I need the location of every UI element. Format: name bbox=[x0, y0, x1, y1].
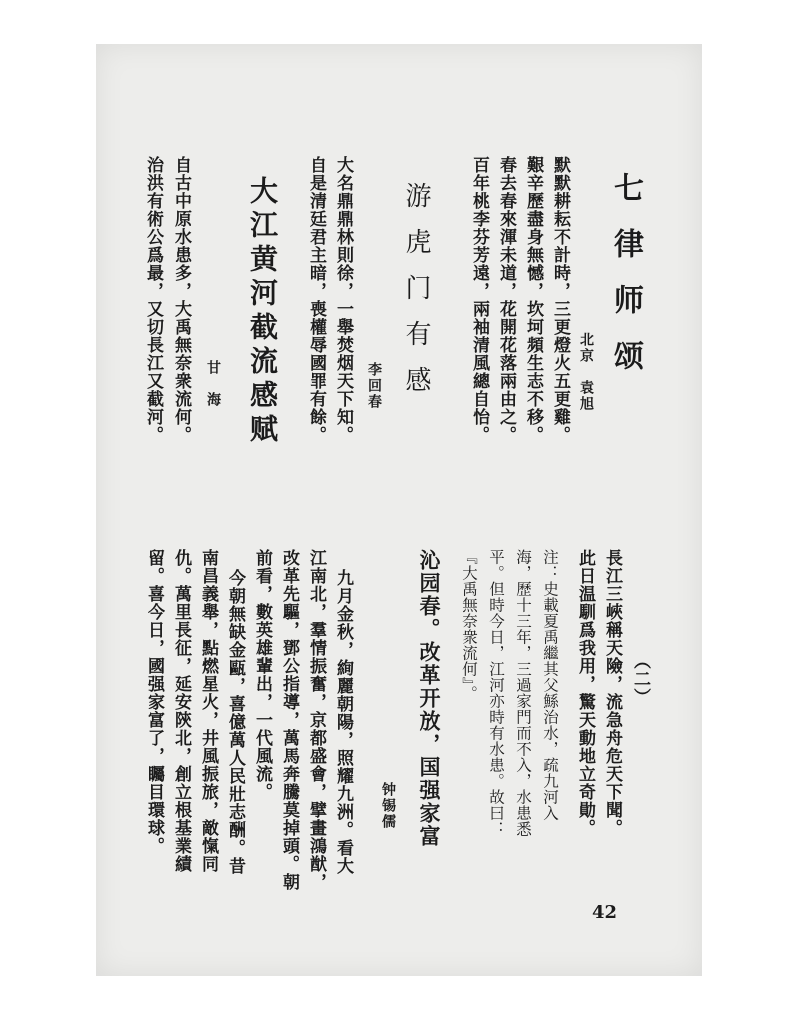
document-page bbox=[96, 44, 702, 976]
poem4-line-2: 江南北，羣情振奮，京都盛會，擘畫鴻猷， bbox=[306, 549, 326, 891]
poem3-note-line-2: 海，歷十三年，三過家門而不入，水患悉 bbox=[514, 549, 532, 837]
poem1-author: 北京 袁旭 bbox=[578, 332, 594, 412]
poem4-title: 沁园春。改革开放，国强家富 bbox=[417, 549, 441, 848]
poem3-section-marker: （二） bbox=[630, 652, 650, 706]
poem3-cont-line-2: 此日温馴爲我用，驚天動地立奇勛。 bbox=[575, 549, 595, 837]
poem3-line-1: 自古中原水患多，大禹無奈衆流何。 bbox=[171, 156, 191, 444]
poem2-title: 游虎门有感 bbox=[401, 182, 431, 412]
poem3-cont-line-1: 長江三峽稱天險，流急舟危天下聞。 bbox=[602, 549, 622, 837]
poem1-line-1: 默默耕耘不計時，三更燈火五更雞。 bbox=[550, 156, 570, 444]
poem3-author: 甘 海 bbox=[205, 360, 221, 408]
poem4-author: 钟锡儒 bbox=[380, 782, 396, 830]
poem4-line-5: 今朝無缺金甌，喜億萬人民壯志酬。昔 bbox=[225, 569, 245, 875]
page-number: 42 bbox=[592, 902, 618, 923]
poem3-note-line-1: 注：史載夏禹繼其父鯀治水，疏九河入 bbox=[541, 549, 559, 821]
poem4-line-6: 南昌義舉，點燃星火，井風振旅，敵愾同 bbox=[198, 549, 218, 873]
poem3-title: 大江黄河截流感赋 bbox=[246, 176, 279, 448]
poem1-title: 七律师颂 bbox=[608, 172, 643, 396]
poem4-line-3: 改革先驅，鄧公指導，萬馬奔騰莫掉頭。朝 bbox=[279, 549, 299, 891]
poem4-line-8: 留。喜今日，國强家富了，矚目環球。 bbox=[144, 549, 164, 855]
poem1-line-2: 艱辛歷盡身無憾，坎坷頻生志不移。 bbox=[523, 156, 543, 444]
poem2-author: 李回春 bbox=[366, 362, 382, 410]
poem4-line-7: 仇。萬里長征，延安陝北，創立根基業績 bbox=[171, 549, 191, 873]
poem4-line-4: 前看，數英雄輩出，一代風流。 bbox=[252, 549, 272, 801]
poem2-line-2: 自是清廷君主暗，喪權辱國罪有餘。 bbox=[306, 156, 326, 444]
poem3-line-2: 治洪有術公爲最，又切長江又截河。 bbox=[143, 156, 163, 444]
poem1-line-3: 春去春來渾未道，花開花落兩由之。 bbox=[496, 156, 516, 444]
poem4-line-1: 九月金秋，絢麗朝陽，照耀九洲。看大 bbox=[333, 569, 353, 875]
poem1-line-4: 百年桃李芬芳遠，兩袖清風總自怡。 bbox=[469, 156, 489, 444]
poem2-line-1: 大名鼎鼎林則徐，一舉焚烟天下知。 bbox=[333, 156, 353, 444]
poem3-note-line-3: 平。但時今日，江河亦時有水患。故曰： bbox=[487, 549, 505, 837]
poem3-note-line-4: 『大禹無奈衆流何』。 bbox=[460, 549, 478, 702]
